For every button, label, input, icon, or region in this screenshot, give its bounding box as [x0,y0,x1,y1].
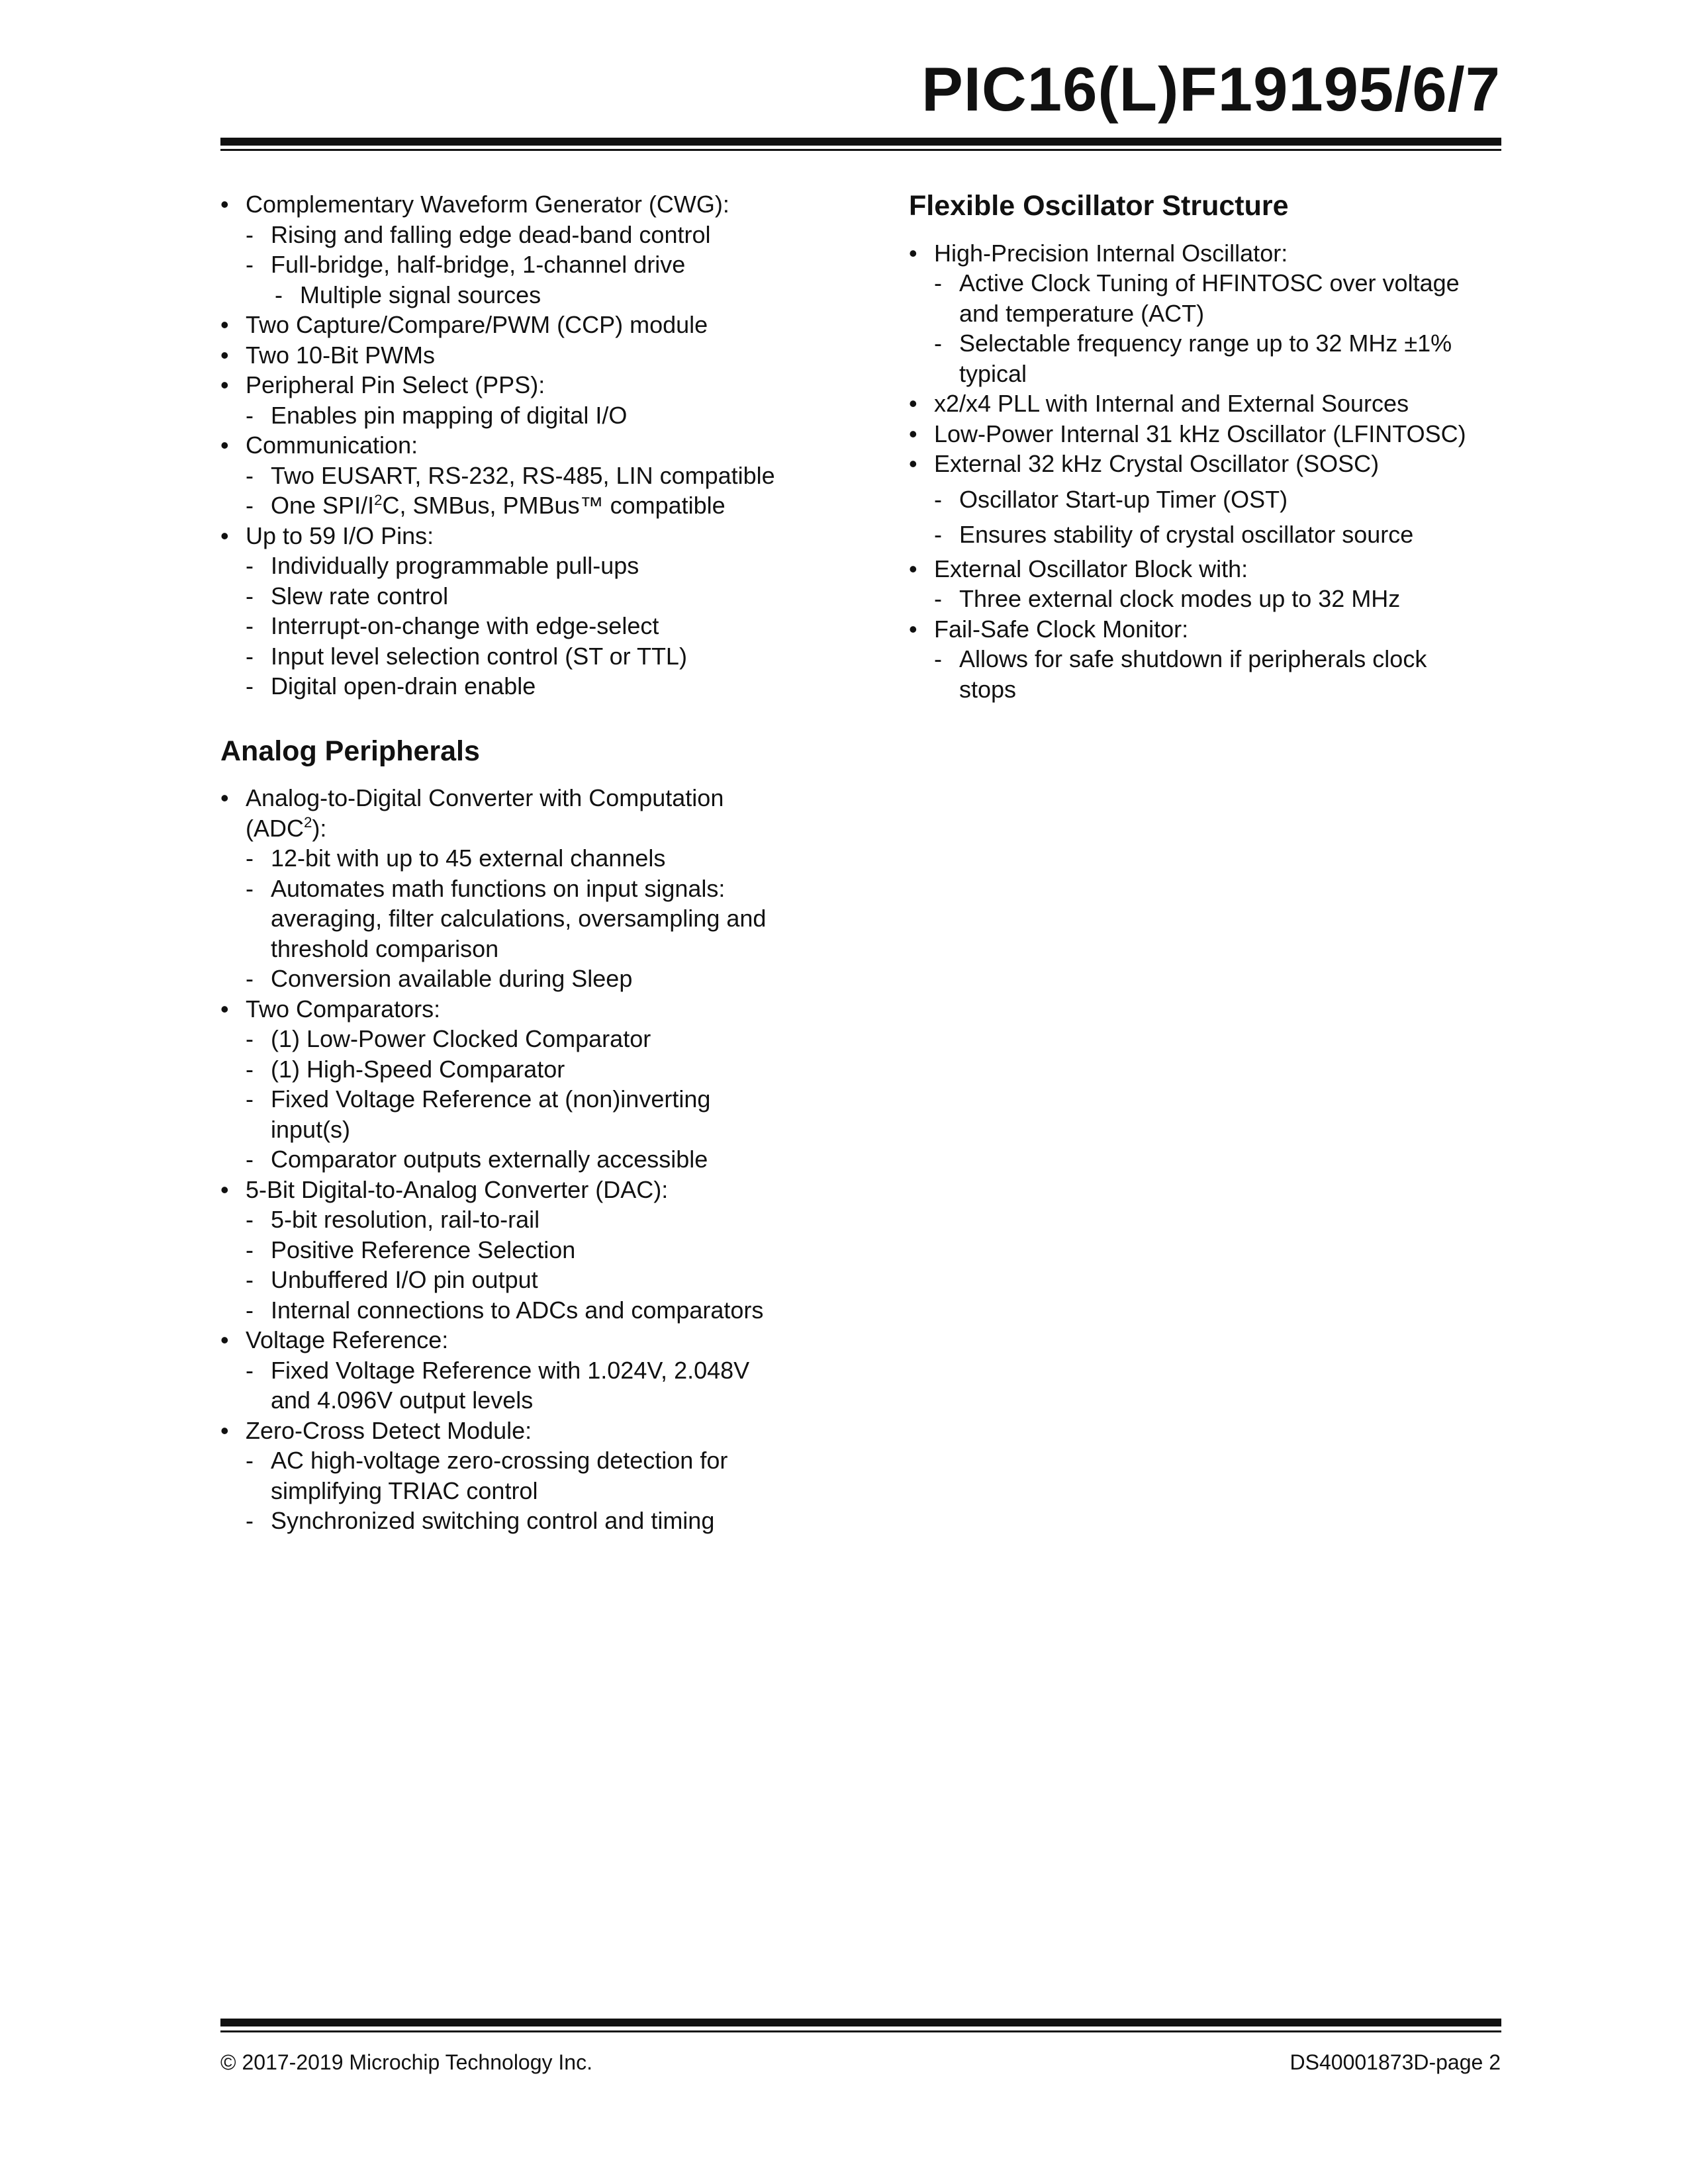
list-subitem: - AC high-voltage zero-crossing detection for simplifying TRIAC control [246,1445,790,1506]
list-item: • Analog-to-Digital Converter with Computation (ADC$^2$): - 12-bit with up to 45 external channels - Automates math functions on input signals: averaging, filter calculations, oversampling and threshold comparison - Conversion available during Sleep [220,783,790,994]
left-column [220,189,790,1536]
list-subitem: - Ensures stability of crystal oscillator source [934,520,1478,550]
list-item: • Peripheral Pin Select (PPS): - Enables pin mapping of digital I/O [220,370,790,430]
oscillator-heading: Flexible Oscillator Structure [909,190,1289,222]
list-subitem: - Comparator outputs externally accessible [246,1144,790,1175]
page-reference: DS40001873D-page 2 [1289,2050,1501,2074]
list-item: • Voltage Reference: - Fixed Voltage Reference with 1.024V, 2.048V and 4.096V output levels [220,1325,790,1416]
footer-rule-thin [220,2030,1501,2032]
list-item: • Up to 59 I/O Pins: - Individually programmable pull-ups - Slew rate control - Interrupt-on-change with edge-select - Input level selection control (ST or TTL) - Digital open-drain enable [220,521,790,702]
list-subitem: - Internal connections to ADCs and comparators [246,1295,790,1326]
list-subitem: - Conversion available during Sleep [246,964,790,994]
list-subitem: - Individually programmable pull-ups [246,551,790,581]
analog-peripherals-list [220,783,790,1536]
list-subitem: - Input level selection control (ST or TTL) [246,641,790,672]
list-subitem: - 12-bit with up to 45 external channels [246,843,790,874]
list-subitem: - Interrupt-on-change with edge-select [246,611,790,641]
list-subitem: - Active Clock Tuning of HFINTOSC over voltage and temperature (ACT) [934,268,1478,328]
right-column [909,189,1478,704]
list-subitem: - Three external clock modes up to 32 MHz [934,584,1478,614]
list-subitem: - (1) High-Speed Comparator [246,1054,790,1085]
list-item: • External 32 kHz Crystal Oscillator (SOSC) - Oscillator Start-up Timer (OST) - Ensures stability of crystal oscillator source [909,449,1478,550]
list-item: • Low-Power Internal 31 kHz Oscillator (LFINTOSC) [909,419,1478,449]
list-subitem: - Synchronized switching control and timing [246,1506,790,1536]
list-item: • Two Comparators: - (1) Low-Power Clocked Comparator - (1) High-Speed Comparator - Fixed Voltage Reference at (non)inverting input(s) - Comparator outputs externally accessible [220,994,790,1175]
list-subitem: - Full-bridge, half-bridge, 1-channel drive - Multiple signal sources [246,250,790,310]
list-item: • x2/x4 PLL with Internal and External Sources [909,388,1478,419]
list-subitem: - Selectable frequency range up to 32 MHz ±1% typical [934,328,1478,388]
list-subitem: - Slew rate control [246,581,790,612]
oscillator-list [909,238,1478,705]
list-item: • 5-Bit Digital-to-Analog Converter (DAC): - 5-bit resolution, rail-to-rail - Positive Reference Selection - Unbuffered I/O pin output - Internal connections to ADCs and comparators [220,1175,790,1326]
list-item: • Fail-Safe Clock Monitor: - Allows for safe shutdown if peripherals clock stops [909,614,1478,705]
list-subitem: - Oscillator Start-up Timer (OST) [934,484,1478,515]
list-item: • Zero-Cross Detect Module: - AC high-voltage zero-crossing detection for simplifying TRIAC control - Synchronized switching control and timing [220,1416,790,1536]
list-subitem: - Enables pin mapping of digital I/O [246,400,790,431]
copyright-text: © 2017-2019 Microchip Technology Inc. [220,2050,592,2074]
list-subitem: - Fixed Voltage Reference with 1.024V, 2.048V and 4.096V output levels [246,1355,790,1416]
list-subitem: - Rising and falling edge dead-band control [246,220,790,250]
list-subitem: - 5-bit resolution, rail-to-rail [246,1205,790,1235]
list-subitem: - Positive Reference Selection [246,1235,790,1265]
list-item: • Two Capture/Compare/PWM (CCP) module [220,310,790,340]
list-item: • Complementary Waveform Generator (CWG): - Rising and falling edge dead-band control - Full-bridge, half-bridge, 1-channel drive - Multiple signal sources [220,189,790,310]
list-item: • Two 10-Bit PWMs [220,340,790,371]
list-subitem: - One SPI/$I^2C$, SMBus, PMBus™ compatible [246,490,790,521]
list-subitem: - Unbuffered I/O pin output [246,1265,790,1295]
document-title: PIC16(L)F19195/6/7 [921,54,1501,124]
header-rule-thick [220,138,1501,146]
analog-peripherals-heading: Analog Peripherals [220,735,480,767]
digital-peripherals-list [220,189,790,702]
list-subitem: - Fixed Voltage Reference at (non)inverting input(s) [246,1084,790,1144]
list-subitem: - Automates math functions on input signals: averaging, filter calculations, oversampling and threshold comparison [246,874,790,964]
list-subitem: - (1) Low-Power Clocked Comparator [246,1024,790,1054]
list-subitem: - Two EUSART, RS-232, RS-485, LIN compatible [246,461,790,491]
list-item: • High-Precision Internal Oscillator: - Active Clock Tuning of HFINTOSC over voltage and temperature (ACT) - Selectable frequency range up to 32 MHz ±1% typical [909,238,1478,389]
list-subitem: - Digital open-drain enable [246,671,790,702]
list-item: • External Oscillator Block with: - Three external clock modes up to 32 MHz [909,554,1478,614]
list-item: • Communication: - Two EUSART, RS-232, RS-485, LIN compatible - One SPI/$I^2C$, SMBus, PMBus™ compatible [220,430,790,521]
list-subitem: - Allows for safe shutdown if peripherals clock stops [934,644,1478,704]
footer-rule-thick [220,2019,1501,2026]
list-subsubitem: - Multiple signal sources [275,280,790,310]
header-rule-thin [220,149,1501,151]
